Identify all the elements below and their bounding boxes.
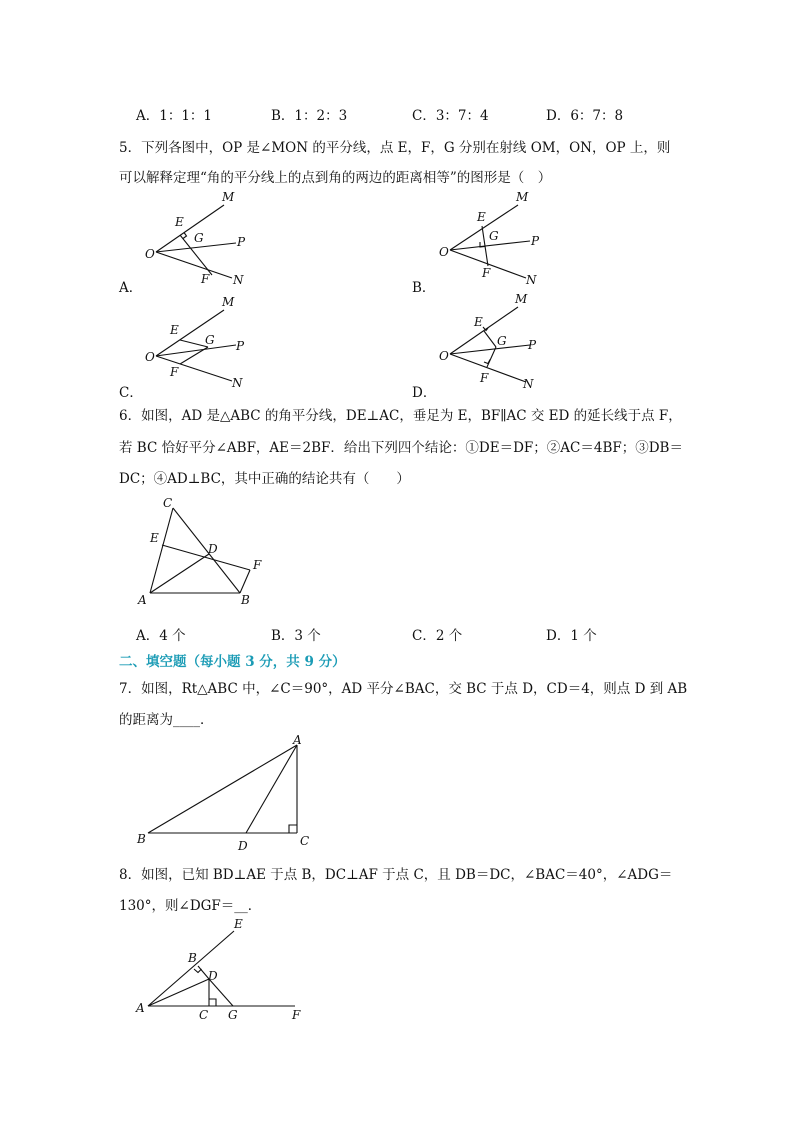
q5b-label-p: P: [531, 234, 540, 248]
q5a-label-o: O: [145, 247, 155, 261]
q5d-label-e: E: [474, 315, 483, 329]
q4-option-d[interactable]: D．6：7：8: [546, 108, 624, 124]
q5d-label-m: M: [515, 292, 528, 306]
q5c-label-n: N: [232, 376, 243, 390]
q5a-label-e: E: [175, 215, 184, 229]
q6-option-d[interactable]: D．1 个: [546, 628, 597, 644]
q5-figure-b-label[interactable]: B．: [412, 280, 436, 296]
q5c-label-g: G: [205, 333, 215, 347]
q8-label-c: C: [199, 1008, 209, 1022]
q5c-label-f: F: [170, 365, 179, 379]
q5-figure-d-label[interactable]: D．: [412, 385, 437, 401]
q4-option-a[interactable]: A．1：1：1: [136, 108, 213, 124]
q4-option-c[interactable]: C．3：7：4: [412, 108, 489, 124]
q7-label-a: A: [293, 733, 302, 747]
q6-option-b[interactable]: B．3 个: [271, 628, 321, 644]
q6-label-b: B: [241, 593, 250, 607]
q8-label-b: B: [188, 951, 197, 965]
q8-label-a: A: [136, 1001, 145, 1015]
q8-stem-line2: 130°，则∠DGF＝__．: [119, 898, 262, 914]
q6-label-d: D: [208, 542, 218, 556]
q8-figure: [130, 915, 330, 1025]
q7-label-b: B: [137, 832, 146, 846]
q5a-label-f: F: [201, 272, 210, 286]
q6-options: [0, 624, 794, 644]
q5-figure-a: [140, 188, 260, 288]
q6-stem-line2: 若 BC 恰好平分∠ABF，AE＝2BF．给出下列四个结论：①DE＝DF；②AC＝4BF；③DB＝: [119, 440, 683, 456]
q8-label-e: E: [234, 917, 243, 931]
section-2-title: 二、填空题（每小题 3 分，共 9 分）: [119, 654, 346, 670]
q7-figure: [130, 730, 330, 855]
q5-figure-a-label[interactable]: A．: [119, 280, 143, 296]
q6-stem-line3: DC；④AD⊥BC，其中正确的结论共有（ ）: [119, 471, 410, 487]
q5a-label-g: G: [194, 231, 204, 245]
q5a-label-m: M: [222, 190, 235, 204]
q8-label-g: G: [228, 1008, 238, 1022]
q7-stem-line2: 的距离为____．: [119, 712, 214, 728]
q5-figure-b: [434, 188, 554, 288]
q6-label-f: F: [253, 558, 262, 572]
q5b-label-f: F: [482, 266, 491, 280]
q7-stem-line1: 7．如图，Rt△ABC 中，∠C＝90°，AD 平分∠BAC，交 BC 于点 D，CD＝4，则点 D 到 AB: [119, 681, 688, 697]
q6-option-c[interactable]: C．2 个: [412, 628, 463, 644]
q7-label-d: D: [238, 839, 248, 853]
q5a-label-n: N: [233, 273, 244, 287]
q6-figure: [135, 490, 275, 615]
q6-label-e: E: [150, 531, 159, 545]
q8-stem-line1: 8．如图，已知 BD⊥AE 于点 B，DC⊥AF 于点 C，且 DB＝DC，∠BAC＝40°，∠ADG＝: [119, 867, 673, 883]
q6-stem-line1: 6．如图，AD 是△ABC 的角平分线，DE⊥AC，垂足为 E，BF∥AC 交 ED 的延长线于点 F，: [119, 408, 682, 424]
q5c-label-o: O: [145, 350, 155, 364]
q5b-label-n: N: [526, 273, 537, 287]
q5-figure-d: [434, 290, 554, 390]
q6-label-c: C: [163, 496, 173, 510]
q4-option-b[interactable]: B．1：2：3: [271, 108, 348, 124]
q5a-label-p: P: [237, 235, 246, 249]
q8-label-f: F: [292, 1008, 301, 1022]
q5d-label-n: N: [523, 377, 534, 391]
q5d-label-f: F: [480, 371, 489, 385]
q5c-label-p: P: [236, 339, 245, 353]
q4-options: [0, 104, 794, 124]
q5-stem-line1: 5．下列各图中，OP 是∠MON 的平分线，点 E，F，G 分别在射线 OM，ON，OP 上，则: [119, 140, 671, 156]
q7-label-c: C: [300, 834, 310, 848]
q5d-label-p: P: [528, 338, 537, 352]
q5-stem-line2: 可以解释定理“角的平分线上的点到角的两边的距离相等”的图形是（ ）: [119, 170, 552, 186]
q6-option-a[interactable]: A．4 个: [136, 628, 186, 644]
q5b-label-m: M: [516, 190, 529, 204]
q5-figure-c: [140, 290, 260, 390]
q6-label-a: A: [138, 593, 147, 607]
q5d-label-o: O: [439, 349, 449, 363]
q5b-label-e: E: [477, 210, 486, 224]
q5b-label-g: G: [489, 229, 499, 243]
q8-label-d: D: [208, 969, 218, 983]
q5d-label-g: G: [497, 334, 507, 348]
q5c-label-m: M: [222, 295, 235, 309]
q5b-label-o: O: [439, 245, 449, 259]
q5c-label-e: E: [170, 323, 179, 337]
q5-figure-c-label[interactable]: C．: [119, 385, 143, 401]
